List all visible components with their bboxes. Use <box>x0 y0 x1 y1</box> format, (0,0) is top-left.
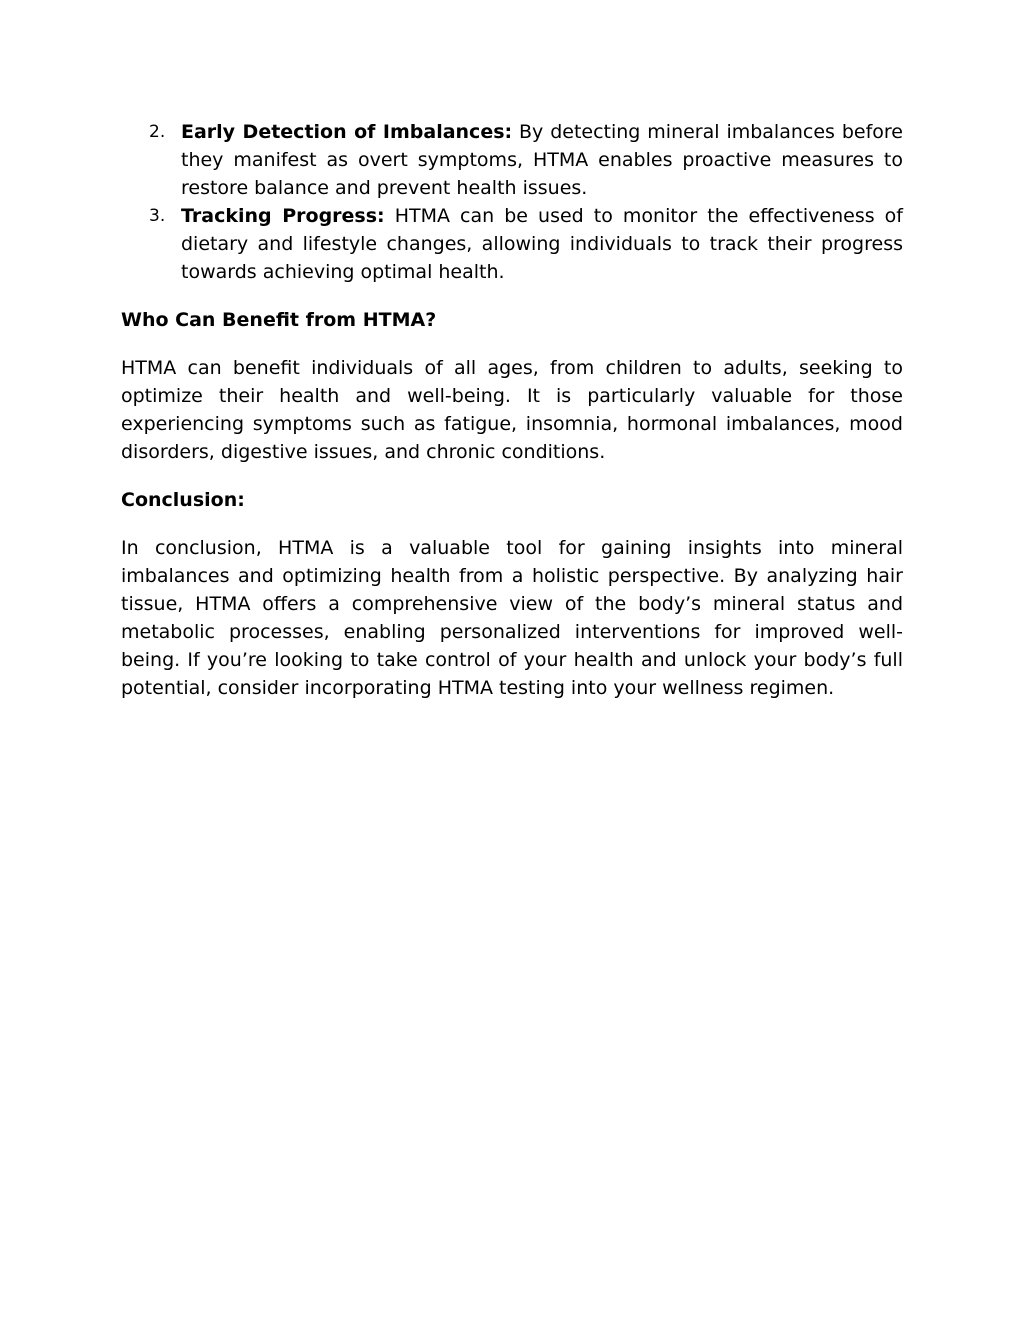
list-item <box>121 202 903 286</box>
list-item <box>121 118 903 202</box>
section-paragraph-benefit: HTMA can benefit individuals of all ages, from children to adults, seeking to optimize their health and well-being. It is particularly valuable for those experiencing symptoms such as fatigue, insomnia, hormonal imbalances, mood disorders, digestive issues, and chronic conditions. <box>121 357 903 463</box>
list-item-title: Early Detection of Imbalances: <box>181 121 513 143</box>
document-page <box>121 118 903 702</box>
section-heading-benefit: Who Can Benefit from HTMA? <box>121 309 437 331</box>
list-item-title: Tracking Progress: <box>181 205 385 227</box>
list-item-number: 2. <box>149 122 166 142</box>
list-item-text: HTMA can be used to monitor the effectiveness of dietary and lifestyle changes, allowing individuals to track their progress towards achieving optimal health. <box>181 205 903 283</box>
list-item-number: 3. <box>149 206 166 226</box>
benefits-list <box>121 118 903 286</box>
section-paragraph-conclusion: In conclusion, HTMA is a valuable tool for gaining insights into mineral imbalances and optimizing health from a holistic perspective. By analyzing hair tissue, HTMA offers a comprehensive view of the body’s mineral status and metabolic processes, enabling personalized interventions for improved well-being. If you’re looking to take control of your health and unlock your body’s full potential, consider incorporating HTMA testing into your wellness regimen. <box>121 537 903 699</box>
section-heading-conclusion: Conclusion: <box>121 489 245 511</box>
list-item-text: By detecting mineral imbalances before they manifest as overt symptoms, HTMA enables proactive measures to restore balance and prevent health issues. <box>181 121 903 199</box>
